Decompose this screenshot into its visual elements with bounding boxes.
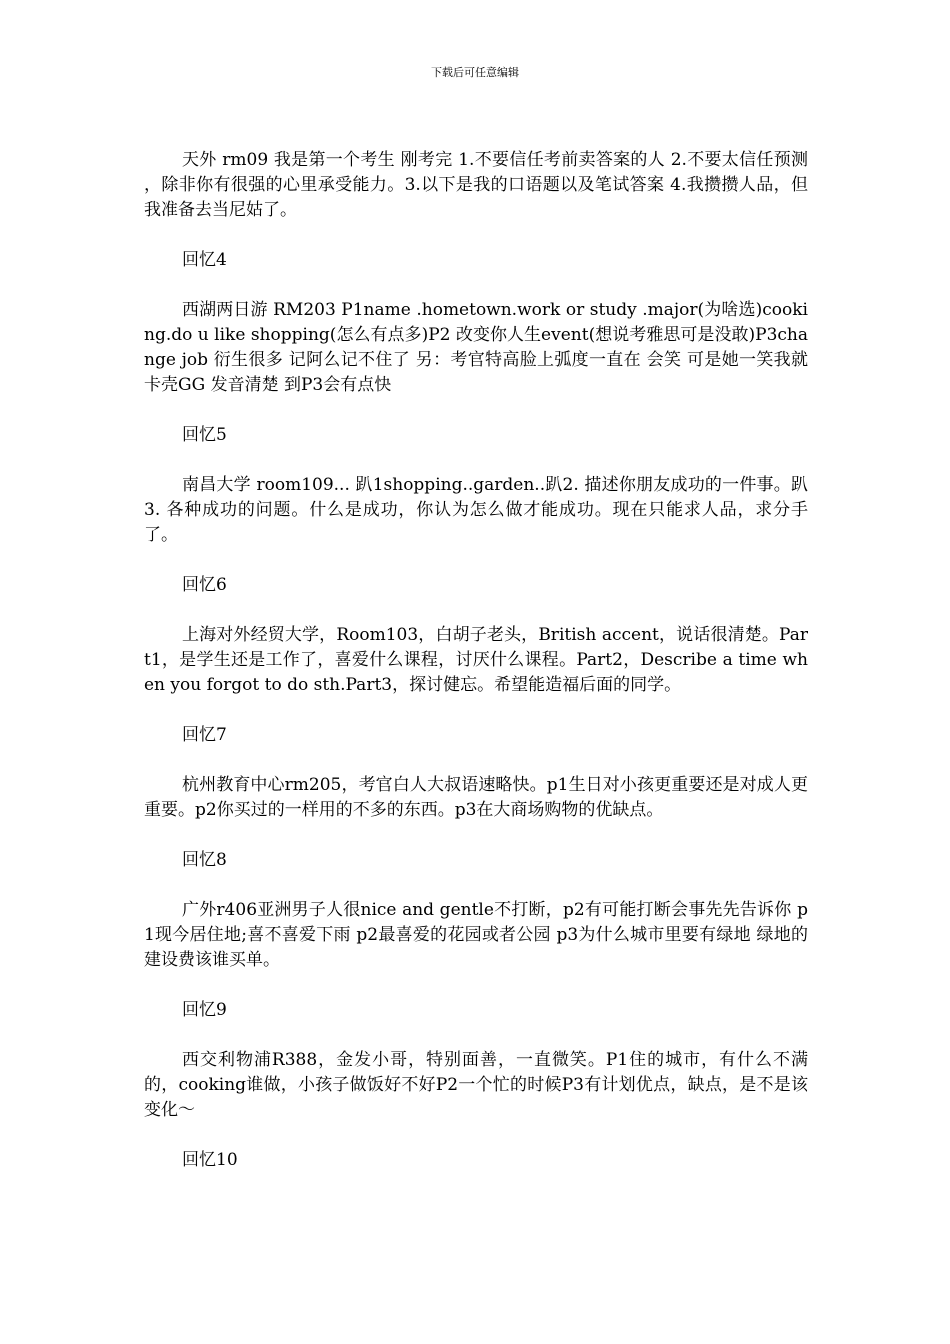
document-body (144, 148, 808, 1173)
recall-heading: 回忆4 (182, 250, 227, 270)
recall-body: 广外r406亚洲男子人很nice and gentle不打断，p2有可能打断会事先先告诉你 p1现今居住地;喜不喜爱下雨 p2最喜爱的花园或者公园 p3为什么城市里要有绿地 绿地的建设费该谁买单。 (144, 900, 808, 970)
recall-heading: 回忆5 (182, 425, 227, 445)
recall-heading: 回忆7 (182, 725, 227, 745)
recall-body: 西湖两日游 RM203 P1name .hometown.work or study .major(为啥选)cooking.do u like shopping(怎么有点多)P2 改变你人生event(想说考雅思可是没敢)P3change job 衍生很多 记阿么记不住了 另：考官特高脸上弧度一直在 会笑 可是她一笑我就卡壳GG 发音清楚 到P3会有点快 (144, 300, 808, 395)
recall-body: 杭州教育中心rm205，考官白人大叔语速略快。p1生日对小孩更重要还是对成人更重要。p2你买过的一样用的不多的东西。p3在大商场购物的优缺点。 (144, 775, 808, 820)
recall-body: 西交利物浦R388，金发小哥，特别面善，一直微笑。P1住的城市，有什么不满的，cooking谁做，小孩子做饭好不好P2一个忙的时候P3有计划优点，缺点，是不是该变化～ (144, 1050, 808, 1120)
recall-heading: 回忆8 (182, 850, 227, 870)
recall-heading: 回忆9 (182, 1000, 227, 1020)
recall-body: 南昌大学 room109... 趴1shopping..garden..趴2. 描述你朋友成功的一件事。趴3. 各种成功的问题。什么是成功，你认为怎么做才能成功。现在只能求人品，求分手了。 (144, 475, 808, 545)
intro-paragraph: 天外 rm09 我是第一个考生 刚考完 1.不要信任考前卖答案的人 2.不要太信任预测 ，除非你有很强的心里承受能力。3.以下是我的口语题以及笔试答案 4.我攒攒人品，但我准备去当尼姑了。 (144, 150, 808, 220)
recall-heading: 回忆6 (182, 575, 227, 595)
recall-heading: 回忆10 (182, 1150, 238, 1170)
page-header: 下载后可任意编辑 (431, 66, 519, 79)
recall-body: 上海对外经贸大学，Room103，白胡子老头，British accent，说话很清楚。Part1，是学生还是工作了，喜爱什么课程，讨厌什么课程。Part2，Describe a time when you forgot to do sth.Part3，探讨健忘。希望能造福后面的同学。 (144, 625, 808, 695)
